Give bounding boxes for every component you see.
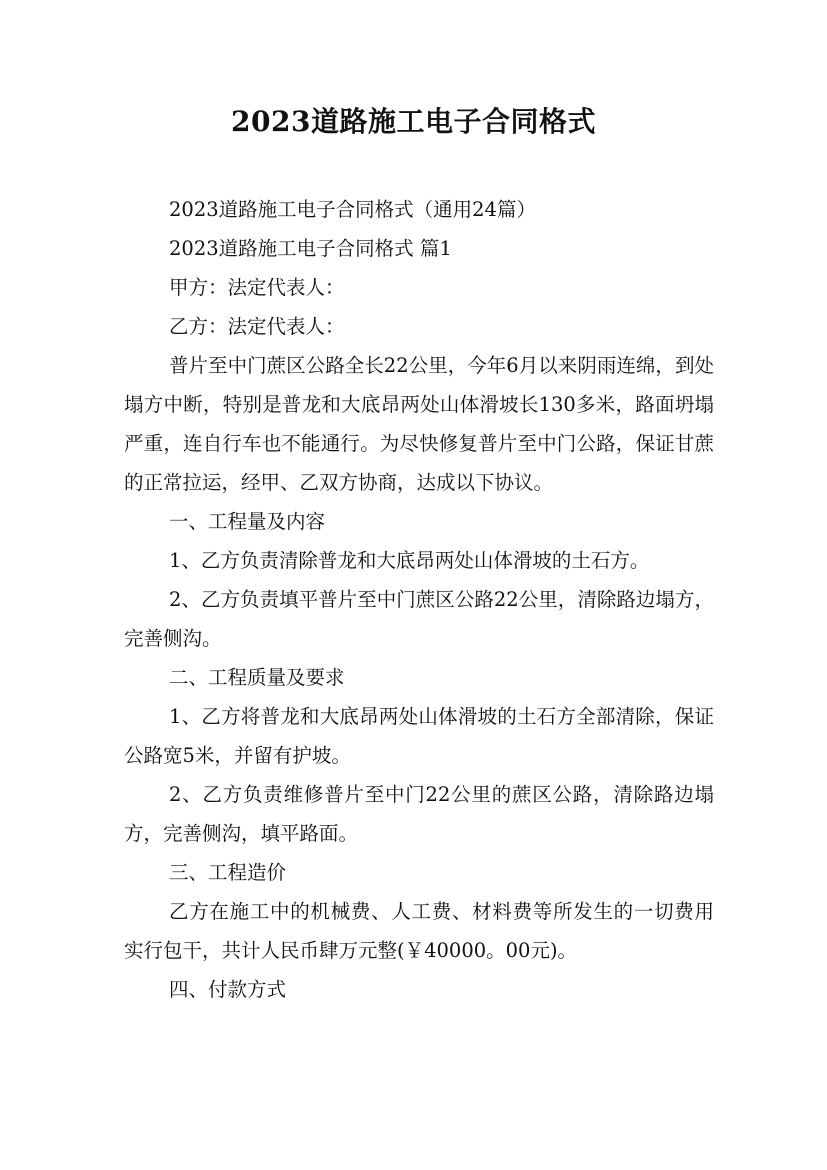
- section-heading-part1: 2023道路施工电子合同格式 篇1: [169, 237, 452, 260]
- heading-payment: 四、付款方式: [169, 978, 287, 1001]
- heading-quality: 二、工程质量及要求: [169, 666, 345, 689]
- background-paragraph: 普片至中门蔗区公路全长22公里，今年6月以来阴雨连绵，到处塌方中断，特别是普龙和大底昂两处山体滑坡长130多米，路面坍塌严重，连自行车也不能通行。为尽快修复普片至中门公路，保证甘蔗的正常拉运，经甲、乙双方协商，达成以下协议。: [124, 354, 714, 494]
- document-body: [124, 190, 714, 1009]
- document-title: 2023道路施工电子合同格式: [231, 105, 596, 138]
- party-b-line: 乙方：法定代表人：: [169, 315, 345, 338]
- quality-item-2: 2、乙方负责维修普片至中门22公里的蔗区公路，清除路边塌方，完善侧沟，填平路面。: [124, 783, 714, 845]
- party-a-line: 甲方：法定代表人：: [169, 276, 345, 299]
- heading-scope: 一、工程量及内容: [169, 510, 326, 533]
- cost-paragraph: 乙方在施工中的机械费、人工费、材料费等所发生的一切费用实行包干，共计人民币肆万元整(￥40000。00元)。: [124, 900, 714, 962]
- heading-cost: 三、工程造价: [169, 861, 287, 884]
- quality-item-1: 1、乙方将普龙和大底昂两处山体滑坡的土石方全部清除，保证公路宽5米，并留有护坡。: [124, 705, 714, 767]
- scope-item-2: 2、乙方负责填平普片至中门蔗区公路22公里，清除路边塌方，完善侧沟。: [124, 588, 714, 650]
- scope-item-1: 1、乙方负责清除普龙和大底昂两处山体滑坡的土石方。: [169, 549, 650, 572]
- subtitle-paragraph: 2023道路施工电子合同格式（通用24篇）: [169, 198, 536, 221]
